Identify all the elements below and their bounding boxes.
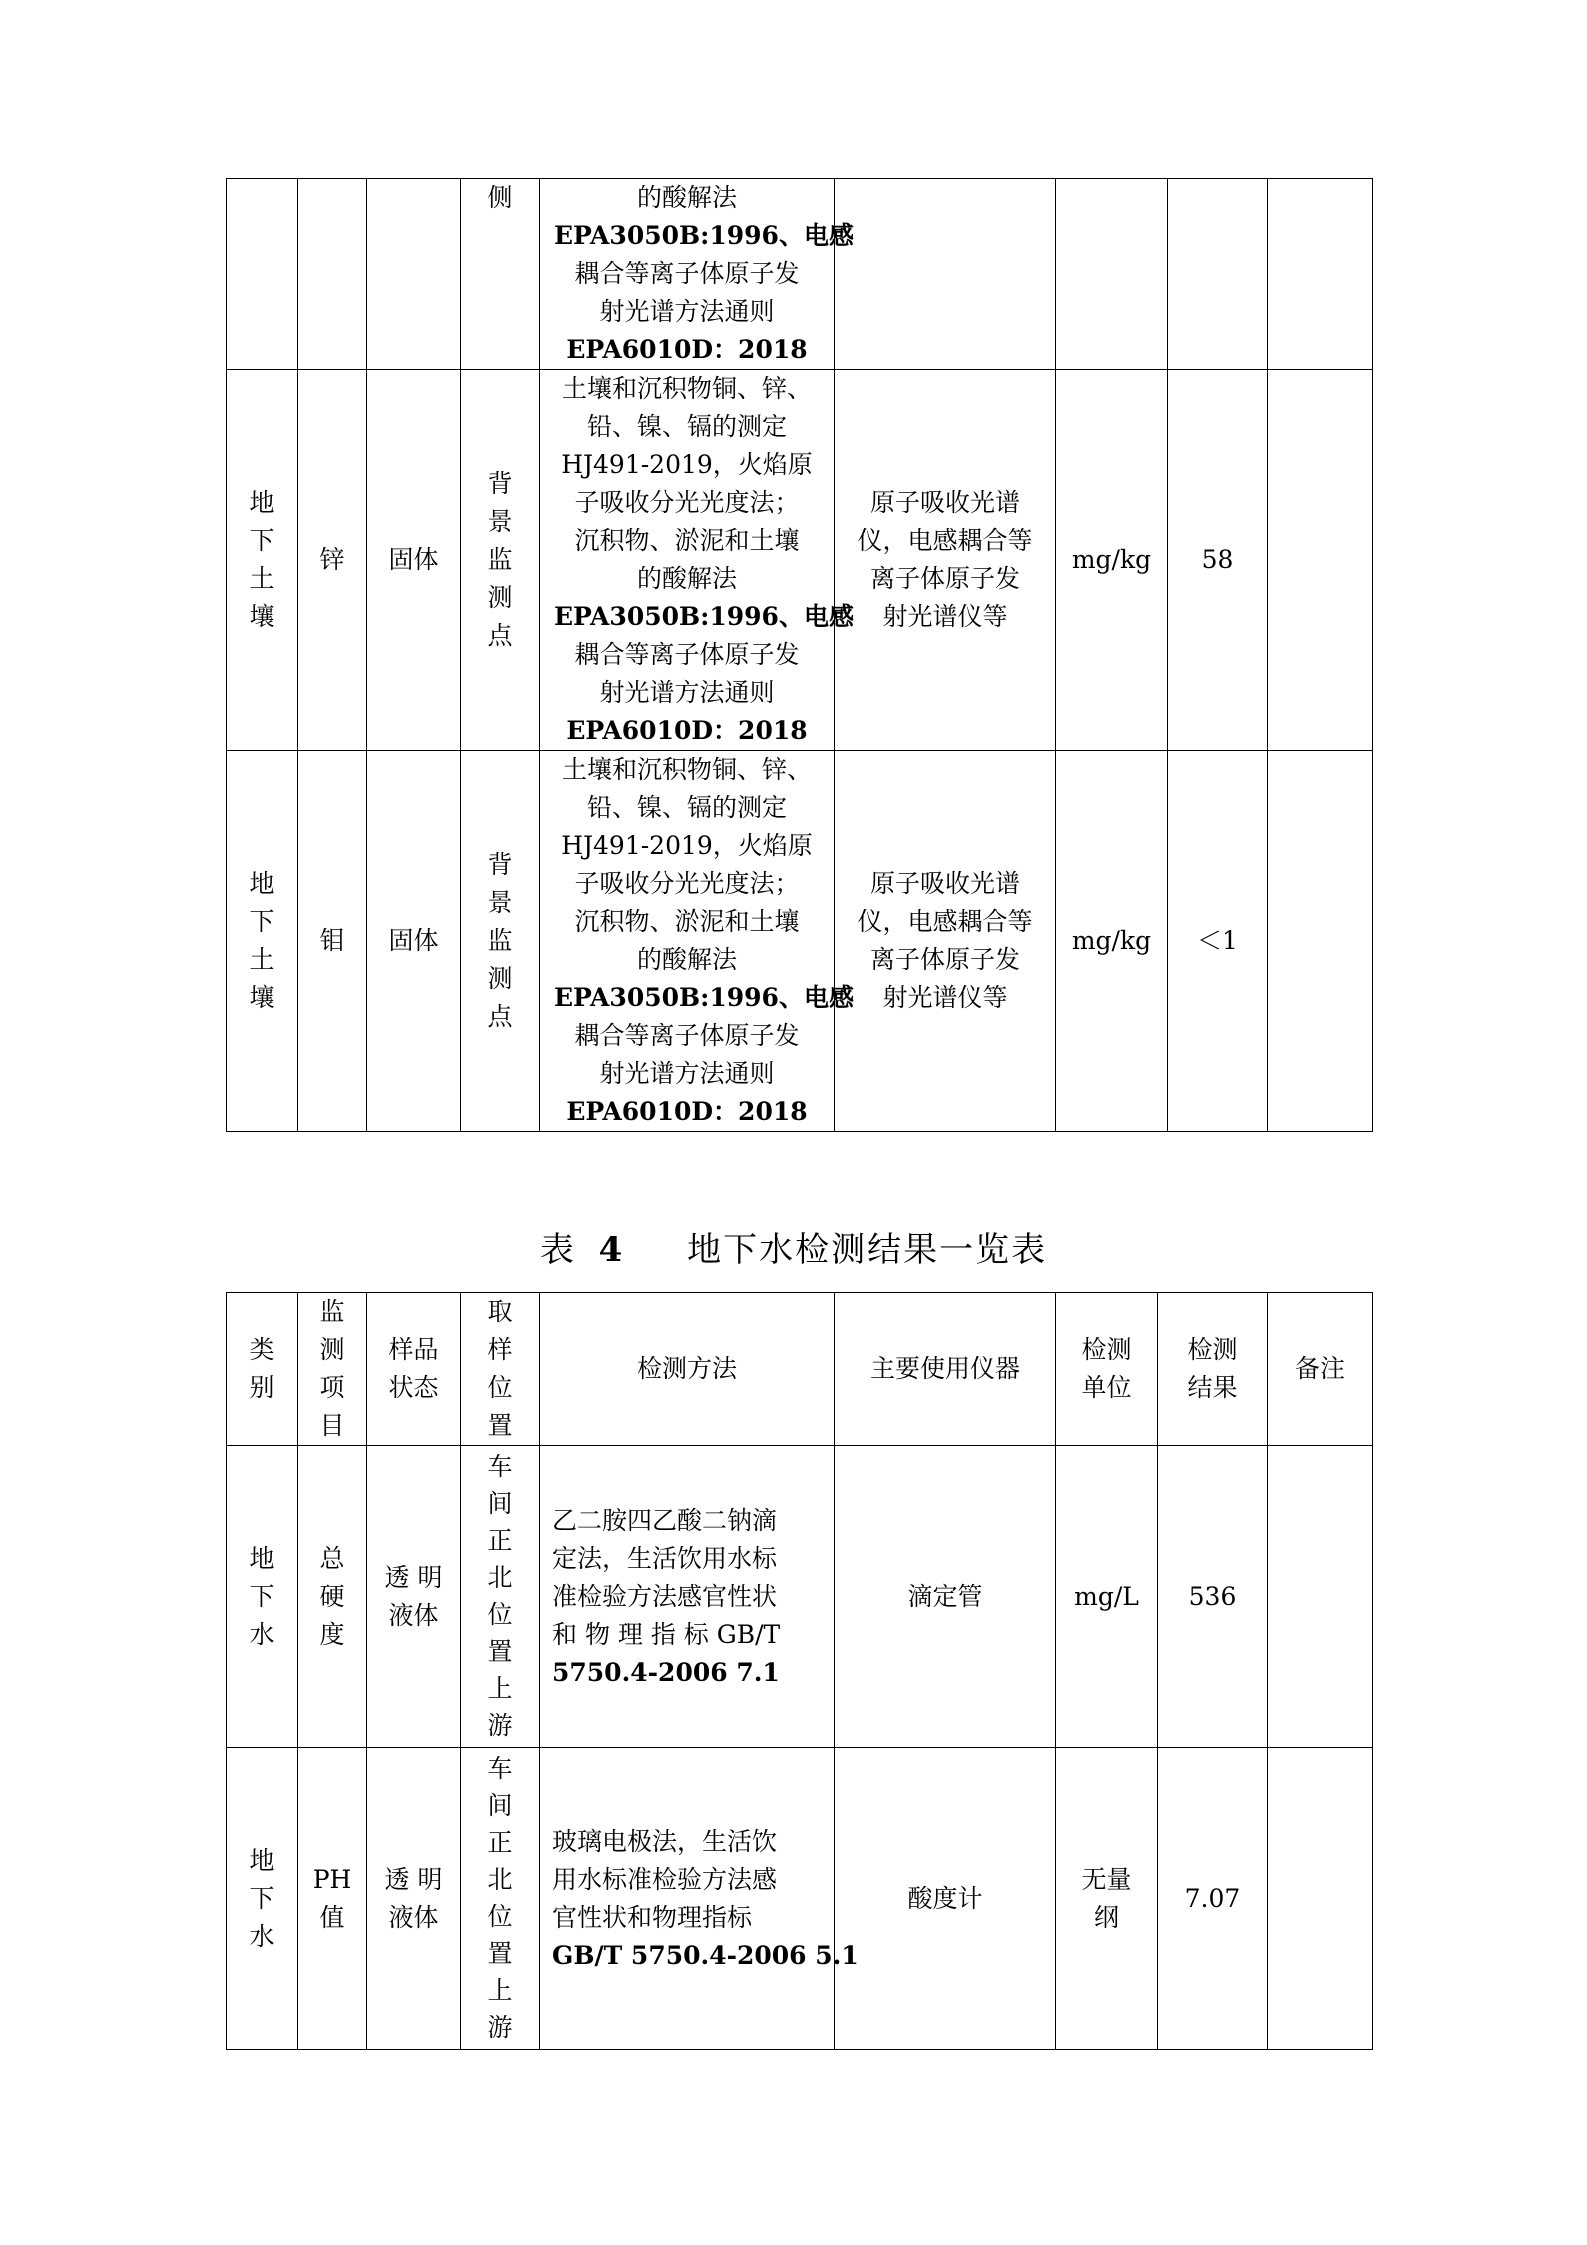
method-line: 射光谱方法通则 <box>599 1059 775 1088</box>
header-text: 检测结果 <box>1187 1335 1238 1402</box>
header-note <box>1268 1293 1373 1446</box>
groundwater-results-table <box>226 1292 1373 2050</box>
method-line: 铅、镍、镉的测定 <box>586 412 787 441</box>
method-line: EPA6010D：2018 <box>566 716 808 745</box>
instrument-line: 原子吸收光谱 <box>869 488 1020 517</box>
note-cell <box>1268 179 1373 370</box>
position-cell <box>461 1748 540 2050</box>
category-text: 地下土壤 <box>249 488 275 631</box>
instrument-line: 离子体原子发 <box>869 945 1020 974</box>
method-cell <box>540 1748 859 2050</box>
result-text: 536 <box>1188 1581 1237 1611</box>
method-line: 射光谱方法通则 <box>599 297 775 326</box>
table-row <box>227 370 1373 751</box>
method-cell <box>540 179 854 370</box>
item-text: 总硬度 <box>319 1543 345 1649</box>
instrument-line: 原子吸收光谱 <box>869 869 1020 898</box>
method-cell <box>540 370 854 751</box>
table-caption <box>0 1222 1587 1271</box>
result-cell <box>1158 1748 1268 2050</box>
state-cell <box>367 1446 461 1748</box>
state-cell <box>367 370 461 751</box>
unit-text: mg/kg <box>1071 545 1152 574</box>
item-cell <box>298 1446 367 1748</box>
method-line: GB/T 5750.4-2006 5.1 <box>552 1940 859 1970</box>
caption-number: 4 <box>598 1230 625 1270</box>
header-item <box>298 1293 367 1446</box>
result-text: 7.07 <box>1184 1883 1241 1913</box>
instrument-line: 仪，电感耦合等 <box>857 907 1033 936</box>
unit-line: 纲 <box>1093 1902 1119 1932</box>
item-text: 钼 <box>319 926 345 955</box>
note-cell <box>1268 1446 1373 1748</box>
soil-results-table-continued <box>226 178 1373 1132</box>
instrument-cell <box>835 751 1056 1132</box>
header-text: 监测项目 <box>319 1297 345 1440</box>
position-cell <box>461 1446 540 1748</box>
note-cell <box>1268 1748 1373 2050</box>
unit-text: mg/kg <box>1071 926 1152 955</box>
method-line: 子吸收分光光度法； <box>574 869 800 898</box>
method-line: 耦合等离子体原子发 <box>574 640 800 669</box>
header-position <box>461 1293 540 1446</box>
position-cell <box>461 370 540 751</box>
method-line: 5750.4-2006 7.1 <box>552 1657 780 1687</box>
position-text: 侧 <box>487 183 513 212</box>
header-text: 检测方法 <box>636 1354 737 1383</box>
table-row <box>227 751 1373 1132</box>
method-line: EPA3050B:1996、电感 <box>554 983 854 1012</box>
method-cell <box>540 751 854 1132</box>
method-line: 和 物 理 指 标 GB/T <box>552 1619 781 1649</box>
state-cell <box>367 751 461 1132</box>
category-text: 地下水 <box>249 1845 275 1951</box>
method-line: EPA6010D：2018 <box>566 1097 808 1126</box>
result-cell <box>1168 370 1268 751</box>
method-line: 用水标准检验方法感 <box>552 1864 778 1894</box>
note-cell <box>1268 370 1373 751</box>
item-cell <box>298 179 367 370</box>
header-text: 取样位置 <box>487 1297 513 1440</box>
method-line: HJ491-2019，火焰原 <box>561 831 813 860</box>
item-cell <box>298 751 367 1132</box>
method-line: 定法，生活饮用水标 <box>552 1543 778 1573</box>
instrument-cell <box>835 370 1056 751</box>
unit-cell <box>1056 179 1168 370</box>
item-text: 锌 <box>319 545 345 574</box>
header-row <box>227 1293 1373 1446</box>
instrument-line: 射光谱仪等 <box>882 602 1008 631</box>
method-line: 射光谱方法通则 <box>599 678 775 707</box>
state-text: 固体 <box>388 545 439 574</box>
header-instrument <box>835 1293 1056 1446</box>
unit-cell <box>1056 370 1168 751</box>
result-text: 58 <box>1201 545 1234 574</box>
method-line: 子吸收分光光度法； <box>574 488 800 517</box>
method-line: 的酸解法 <box>636 564 737 593</box>
instrument-cell <box>835 1748 1056 2050</box>
state-line: 透 明 <box>384 1562 443 1592</box>
unit-cell <box>1056 1748 1158 2050</box>
position-text: 车间正北位置上游 <box>487 1452 513 1740</box>
header-method <box>540 1293 835 1446</box>
instrument-line: 射光谱仪等 <box>882 983 1008 1012</box>
item-cell <box>298 1748 367 2050</box>
method-line: 的酸解法 <box>636 945 737 974</box>
result-cell <box>1168 179 1268 370</box>
method-line: 准检验方法感官性状 <box>552 1581 778 1611</box>
instrument-line: 仪，电感耦合等 <box>857 526 1033 555</box>
method-cell <box>540 1446 835 1748</box>
unit-text: mg/L <box>1074 1581 1139 1611</box>
header-category <box>227 1293 298 1446</box>
state-text: 固体 <box>388 926 439 955</box>
method-line: HJ491-2019，火焰原 <box>561 450 813 479</box>
unit-cell <box>1056 751 1168 1132</box>
header-text: 类别 <box>249 1335 275 1402</box>
caption-title: 地下水检测结果一览表 <box>687 1230 1048 1270</box>
instrument-cell <box>835 179 1056 370</box>
position-cell <box>461 179 540 370</box>
method-line: 沉积物、淤泥和土壤 <box>574 526 800 555</box>
category-cell <box>227 370 298 751</box>
method-line: 官性状和物理指标 <box>552 1902 753 1932</box>
method-line: 土壤和沉积物铜、锌、 <box>561 755 812 784</box>
header-text: 主要使用仪器 <box>869 1354 1020 1383</box>
state-line: 液体 <box>388 1902 439 1932</box>
state-cell <box>367 179 461 370</box>
category-cell <box>227 1748 298 2050</box>
table-row <box>227 179 1373 370</box>
instrument-text: 酸度计 <box>907 1883 983 1913</box>
method-line: 铅、镍、镉的测定 <box>586 793 787 822</box>
category-cell <box>227 751 298 1132</box>
caption-prefix: 表 <box>539 1230 576 1270</box>
state-line: 液体 <box>388 1600 439 1630</box>
instrument-text: 滴定管 <box>907 1581 983 1611</box>
item-text: PH值 <box>312 1864 352 1932</box>
instrument-cell <box>835 1446 1056 1748</box>
unit-cell <box>1056 1446 1158 1748</box>
header-state <box>367 1293 461 1446</box>
method-line: 乙二胺四乙酸二钠滴 <box>552 1505 778 1535</box>
category-cell <box>227 179 298 370</box>
state-line: 透 明 <box>384 1864 443 1894</box>
unit-line: 无量 <box>1081 1864 1132 1894</box>
item-cell <box>298 370 367 751</box>
header-text: 样品状态 <box>388 1335 439 1402</box>
method-line: EPA3050B:1996、电感 <box>554 602 854 631</box>
category-cell <box>227 1446 298 1748</box>
header-result <box>1158 1293 1268 1446</box>
position-text: 背景监测点 <box>487 850 513 1031</box>
result-text: ＜1 <box>1197 926 1238 955</box>
method-line: 耦合等离子体原子发 <box>574 259 800 288</box>
position-cell <box>461 751 540 1132</box>
category-text: 地下土壤 <box>249 869 275 1012</box>
result-cell <box>1158 1446 1268 1748</box>
position-text: 背景监测点 <box>487 469 513 650</box>
method-line: 沉积物、淤泥和土壤 <box>574 907 800 936</box>
table-row <box>227 1446 1373 1748</box>
method-line: EPA3050B:1996、电感 <box>554 221 854 250</box>
header-unit <box>1056 1293 1158 1446</box>
table-row <box>227 1748 1373 2050</box>
instrument-line: 离子体原子发 <box>869 564 1020 593</box>
header-text: 备注 <box>1294 1354 1345 1383</box>
method-line: 耦合等离子体原子发 <box>574 1021 800 1050</box>
method-line: 玻璃电极法，生活饮 <box>552 1826 778 1856</box>
category-text: 地下水 <box>249 1543 275 1649</box>
position-text: 车间正北位置上游 <box>487 1754 513 2042</box>
method-line: EPA6010D：2018 <box>566 335 808 364</box>
method-line: 的酸解法 <box>636 183 737 212</box>
method-line: 土壤和沉积物铜、锌、 <box>561 374 812 403</box>
state-cell <box>367 1748 461 2050</box>
note-cell <box>1268 751 1373 1132</box>
result-cell <box>1168 751 1268 1132</box>
header-text: 检测单位 <box>1081 1335 1132 1402</box>
